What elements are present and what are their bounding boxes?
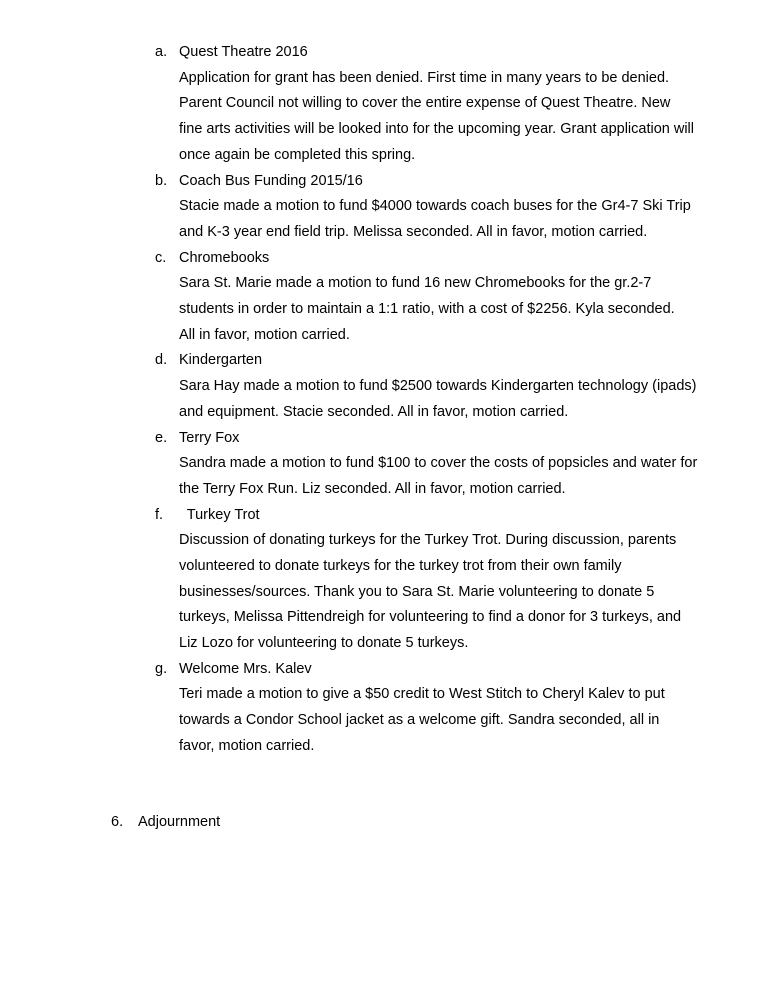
body-line: All in favor, motion carried. [179,326,350,343]
item-body [179,682,724,759]
body-line: Sara St. Marie made a motion to fund 16 new Chromebooks for the gr.2-7 [179,275,652,292]
body-line: once again be completed this spring. [179,146,416,163]
body-line: the Terry Fox Run. Liz seconded. All in favor, motion carried. [179,480,566,497]
item-body [179,528,724,657]
item-body [179,374,724,425]
body-line: fine arts activities will be looked into for the upcoming year. Grant application will [179,121,695,138]
item-heading: Kindergarten [179,352,263,369]
section-number: 6. [111,814,124,830]
item-body [179,451,724,502]
item-heading: Quest Theatre 2016 [179,44,308,60]
item-heading: Coach Bus Funding 2015/16 [179,172,363,189]
body-line: businesses/sources. Thank you to Sara St. Marie volunteering to donate 5 [179,583,655,600]
item-marker: f. [155,506,164,523]
item-body [179,271,724,348]
item-marker: d. [155,352,168,369]
body-line: Stacie made a motion to fund $4000 towards coach buses for the Gr4-7 Ski Trip [179,198,691,215]
item-heading: Chromebooks [179,249,270,266]
body-line: favor, motion carried. [179,737,315,754]
section-title: Adjournment [138,814,221,830]
item-marker: a. [155,44,168,60]
body-line: volunteered to donate turkeys for the turkey trot from their own family [179,557,622,574]
item-marker: e. [155,429,168,446]
item-heading: Turkey Trot [179,506,260,523]
item-heading: Terry Fox [179,429,240,446]
item-marker: b. [155,172,168,189]
body-line: towards a Condor School jacket as a welcome gift. Sandra seconded, all in [179,712,660,729]
body-line: Discussion of donating turkeys for the Turkey Trot. During discussion, parents [179,532,677,549]
body-line: and equipment. Stacie seconded. All in favor, motion carried. [179,403,569,420]
body-line: Sara Hay made a motion to fund $2500 towards Kindergarten technology (ipads) [179,378,697,395]
body-line: and K-3 year end field trip. Melissa seconded. All in favor, motion carried. [179,223,648,240]
body-line: Parent Council not willing to cover the entire expense of Quest Theatre. New [179,95,671,112]
body-line: Sandra made a motion to fund $100 to cover the costs of popsicles and water for [179,455,698,472]
item-marker: c. [155,249,167,266]
item-marker: g. [155,660,168,677]
body-line: Application for grant has been denied. First time in many years to be denied. [179,69,670,86]
item-body [179,66,724,169]
body-line: turkeys, Melissa Pittendreigh for volunteering to find a donor for 3 turkeys, and [179,609,682,626]
body-line: Teri made a motion to give a $50 credit to West Stitch to Cheryl Kalev to put [179,686,665,703]
item-body [179,194,724,245]
body-line: students in order to maintain a 1:1 ratio, with a cost of $2256. Kyla seconded. [179,300,675,317]
item-heading: Welcome Mrs. Kalev [179,660,312,677]
body-line: Liz Lozo for volunteering to donate 5 turkeys. [179,635,469,652]
